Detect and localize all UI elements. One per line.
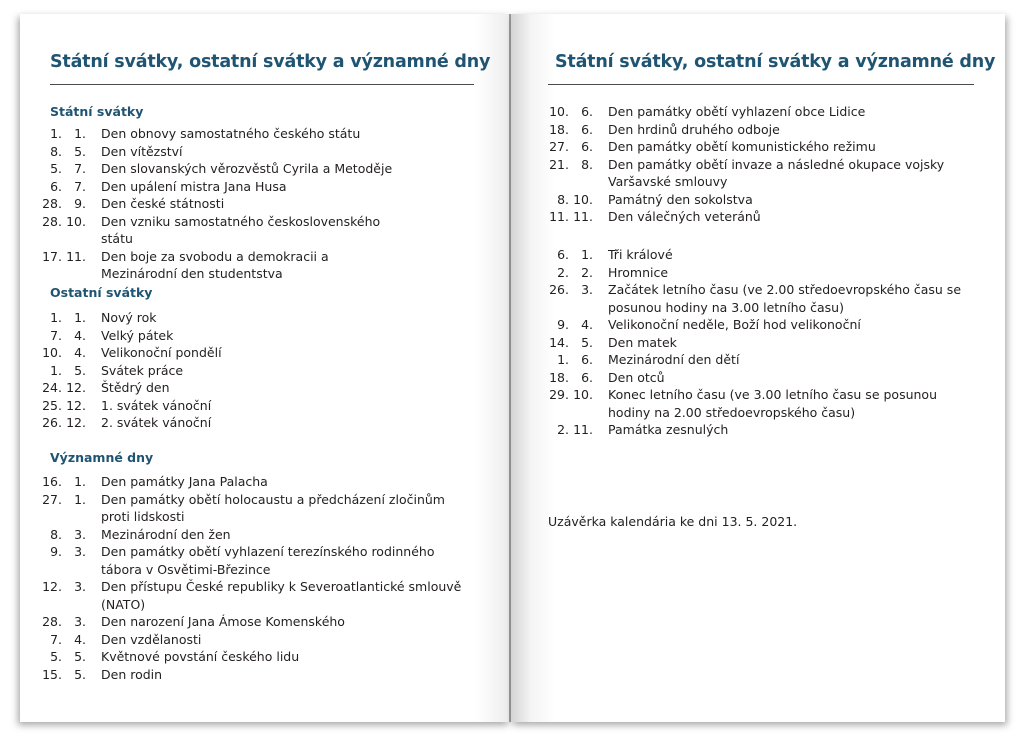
- item-month: 4.: [74, 345, 86, 360]
- item-month: 12.: [66, 397, 86, 413]
- list-item: [539, 421, 974, 439]
- item-text: Tři králové: [608, 247, 673, 262]
- list-item: [32, 526, 472, 544]
- item-day: 18.: [549, 121, 569, 137]
- item-month: 7.: [74, 178, 86, 194]
- item-day: 28.: [42, 196, 62, 211]
- list-item: [32, 160, 404, 178]
- item-month: 1.: [74, 474, 86, 489]
- other-days-list: [539, 246, 974, 439]
- item-text: Den vzdělanosti: [101, 631, 202, 647]
- item-month: 3.: [581, 282, 593, 297]
- item-day: 18.: [549, 369, 569, 385]
- holiday-list-vyznamne-dny: [32, 473, 472, 683]
- item-month: 1.: [581, 247, 593, 262]
- item-month: 6.: [581, 369, 593, 385]
- section-heading-vyznamne-dny: Významné dny: [50, 450, 154, 465]
- item-month: 5.: [74, 143, 86, 159]
- item-day: 11.: [549, 209, 569, 224]
- item-text: Památka zesnulých: [608, 422, 729, 437]
- list-item: [32, 491, 472, 526]
- item-month: 3.: [74, 579, 86, 594]
- list-item: [539, 138, 969, 156]
- item-text: Konec letního času (ve 3.00 letního času se posunou hodiny na 2.00 středoevropského času): [608, 387, 937, 420]
- item-day: 28.: [42, 614, 62, 629]
- item-month: 6.: [581, 104, 593, 119]
- list-item: [539, 264, 974, 282]
- list-item: [32, 379, 404, 397]
- item-text: Den boje za svobodu a demokracii a Mezinárodní den studentstva: [101, 248, 329, 281]
- item-day: 6.: [50, 178, 62, 194]
- item-text: Den narození Jana Ámose Komenského: [101, 614, 345, 629]
- item-text: Den přístupu České republiky k Severoatlantické smlouvě (NATO): [101, 579, 462, 612]
- list-item: [32, 397, 404, 415]
- list-item: [539, 351, 974, 369]
- item-text: Velký pátek: [101, 327, 174, 343]
- item-day: 26.: [549, 282, 569, 297]
- left-page: [20, 14, 510, 722]
- item-month: 3.: [74, 614, 86, 629]
- list-item: [32, 473, 472, 491]
- item-month: 12.: [66, 415, 86, 430]
- right-page: [511, 14, 1005, 722]
- list-item: [32, 309, 404, 327]
- item-text: Den památky obětí komunistického režimu: [608, 139, 876, 154]
- item-day: 9.: [557, 317, 569, 332]
- item-day: 7.: [50, 327, 62, 343]
- list-item: [32, 344, 404, 362]
- item-day: 7.: [50, 631, 62, 647]
- list-item: [539, 103, 969, 121]
- list-item: [539, 316, 974, 334]
- item-day: 5.: [50, 649, 62, 664]
- list-item: [539, 246, 974, 264]
- item-day: 8.: [50, 143, 62, 159]
- item-text: Začátek letního času (ve 2.00 středoevropského času se posunou hodiny na 3.00 letního času): [608, 282, 962, 315]
- list-item: [32, 362, 404, 380]
- item-month: 4.: [74, 631, 86, 647]
- item-day: 28.: [42, 213, 62, 229]
- list-item: [32, 248, 404, 283]
- list-item: [32, 543, 472, 578]
- item-day: 15.: [42, 666, 62, 682]
- item-month: 6.: [581, 121, 593, 137]
- item-text: Den obnovy samostatného českého státu: [101, 126, 361, 141]
- list-item: [32, 578, 472, 613]
- item-month: 10.: [573, 191, 593, 207]
- item-text: Mezinárodní den dětí: [608, 352, 740, 367]
- item-month: 4.: [581, 317, 593, 332]
- item-day: 2.: [557, 422, 569, 437]
- item-month: 5.: [74, 666, 86, 682]
- item-text: Den rodin: [101, 666, 163, 682]
- item-text: Den památky obětí vyhlazení terezínského rodinného tábora v Osvětimi-Březince: [101, 544, 435, 577]
- list-item: [32, 178, 404, 196]
- item-month: 5.: [74, 362, 86, 378]
- item-text: Památný den sokolstva: [608, 191, 753, 207]
- page-title-right: Státní svátky, ostatní svátky a významné dny: [555, 52, 996, 72]
- item-text: Den hrdinů druhého odboje: [608, 121, 780, 137]
- item-month: 9.: [74, 196, 86, 211]
- list-item: [32, 414, 404, 432]
- item-month: 11.: [66, 248, 86, 264]
- item-day: 12.: [42, 579, 62, 594]
- item-text: Nový rok: [101, 310, 157, 325]
- item-text: Den památky obětí invaze a následné okupace vojsky Varšavské smlouvy: [608, 156, 945, 189]
- item-day: 14.: [549, 334, 569, 350]
- list-item: [32, 327, 404, 345]
- item-month: 12.: [66, 380, 86, 395]
- item-month: 10.: [66, 213, 86, 229]
- list-item: [539, 281, 974, 316]
- section-heading-statni-svatky: Státní svátky: [50, 104, 144, 119]
- item-day: 8.: [557, 191, 569, 207]
- item-month: 5.: [74, 649, 86, 664]
- list-item: [32, 195, 404, 213]
- item-day: 6.: [557, 247, 569, 262]
- item-text: Den vítězství: [101, 143, 183, 159]
- list-item: [539, 121, 969, 139]
- item-day: 9.: [50, 544, 62, 559]
- item-month: 1.: [74, 126, 86, 141]
- holiday-list-ostatni-svatky: [32, 309, 404, 432]
- item-day: 24.: [42, 380, 62, 395]
- item-day: 25.: [42, 397, 62, 413]
- item-month: 11.: [573, 209, 593, 224]
- item-day: 1.: [50, 310, 62, 325]
- item-day: 29.: [549, 387, 569, 402]
- item-month: 1.: [74, 310, 86, 325]
- item-text: Den matek: [608, 334, 677, 350]
- item-text: Štědrý den: [101, 380, 170, 395]
- item-text: Den vzniku samostatného československého státu: [101, 213, 381, 246]
- item-day: 1.: [557, 352, 569, 367]
- item-text: Den slovanských věrozvěstů Cyrila a Metoděje: [101, 161, 393, 176]
- item-text: Velikonoční neděle, Boží hod velikonoční: [608, 317, 861, 332]
- list-item: [32, 648, 472, 666]
- list-item: [539, 191, 969, 209]
- item-text: Velikonoční pondělí: [101, 345, 222, 360]
- item-day: 2.: [557, 264, 569, 280]
- significant-days-list-continued: [539, 103, 969, 226]
- item-text: Den památky obětí vyhlazení obce Lidice: [608, 104, 866, 119]
- page-title: Státní svátky, ostatní svátky a významné dny: [50, 52, 491, 72]
- item-day: 27.: [549, 139, 569, 154]
- item-month: 1.: [74, 491, 86, 507]
- item-month: 10.: [573, 387, 593, 402]
- item-day: 17.: [42, 248, 62, 264]
- item-text: Den české státnosti: [101, 196, 225, 211]
- list-item: [32, 613, 472, 631]
- list-item: [32, 213, 404, 248]
- item-day: 27.: [42, 491, 62, 507]
- item-text: Den památky Jana Palacha: [101, 474, 268, 489]
- item-day: 26.: [42, 415, 62, 430]
- list-item: [539, 386, 974, 421]
- list-item: [539, 369, 974, 387]
- item-day: 1.: [50, 362, 62, 378]
- item-month: 8.: [581, 156, 593, 172]
- item-month: 5.: [581, 334, 593, 350]
- item-text: Mezinárodní den žen: [101, 526, 231, 542]
- section-heading-ostatni-svatky: Ostatní svátky: [50, 285, 153, 300]
- item-text: Den památky obětí holocaustu a předcházení zločinům proti lidskosti: [101, 491, 445, 524]
- closing-date-note: Uzávěrka kalendária ke dni 13. 5. 2021.: [548, 514, 798, 529]
- item-day: 10.: [42, 345, 62, 360]
- item-text: Den upálení mistra Jana Husa: [101, 178, 287, 194]
- title-underline-right: [548, 84, 974, 85]
- item-day: 10.: [549, 104, 569, 119]
- item-day: 8.: [50, 526, 62, 542]
- item-text: 2. svátek vánoční: [101, 415, 212, 430]
- item-month: 3.: [74, 544, 86, 559]
- item-day: 16.: [42, 474, 62, 489]
- item-text: 1. svátek vánoční: [101, 397, 212, 413]
- list-item: [32, 125, 404, 143]
- list-item: [539, 156, 969, 191]
- list-item: [539, 334, 974, 352]
- item-month: 11.: [573, 422, 593, 437]
- item-month: 3.: [74, 526, 86, 542]
- list-item: [32, 143, 404, 161]
- item-text: Den válečných veteránů: [608, 209, 761, 224]
- item-month: 4.: [74, 327, 86, 343]
- item-text: Den otců: [608, 369, 665, 385]
- item-month: 6.: [581, 352, 593, 367]
- item-day: 21.: [549, 156, 569, 172]
- item-day: 5.: [50, 161, 62, 176]
- item-month: 7.: [74, 161, 86, 176]
- title-underline: [50, 84, 474, 85]
- holiday-list-statni-svatky: [32, 125, 404, 283]
- list-item: [32, 631, 472, 649]
- list-item: [32, 666, 472, 684]
- item-month: 6.: [581, 139, 593, 154]
- item-text: Květnové povstání českého lidu: [101, 649, 300, 664]
- item-month: 2.: [581, 264, 593, 280]
- item-text: Svátek práce: [101, 362, 184, 378]
- item-text: Hromnice: [608, 264, 669, 280]
- list-item: [539, 208, 969, 226]
- item-day: 1.: [50, 126, 62, 141]
